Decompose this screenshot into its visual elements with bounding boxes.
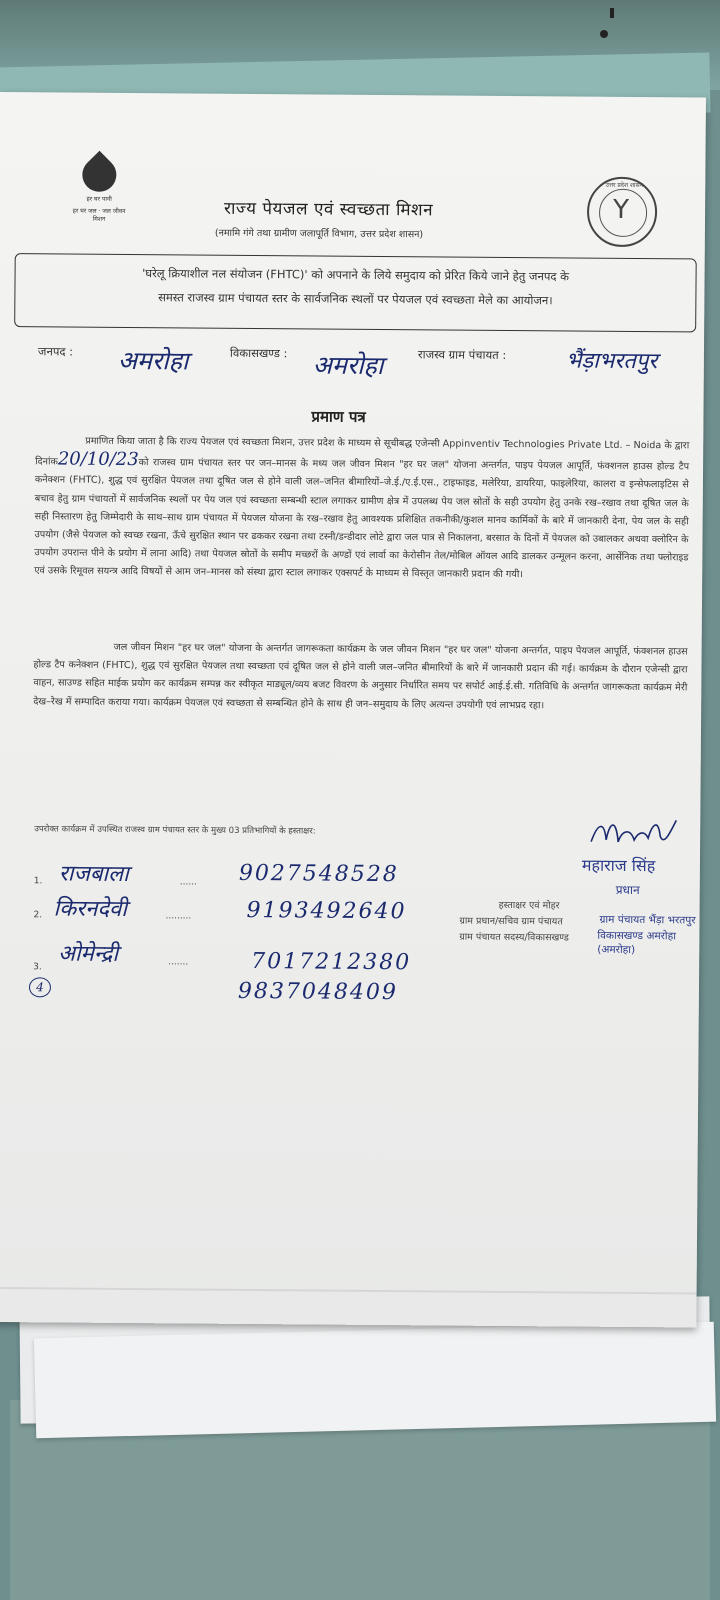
- participants-label: उपरोक्त कार्यक्रम में उपस्थित राजस्व ग्राम पंचायत स्तर के मुख्य 03 प्रतिभागियों के हस्ताक्षर:: [34, 824, 316, 837]
- certificate-paragraph-2: जल जीवन मिशन "हर घर जल" योजना के अन्तर्गत जागरूकता कार्यक्रम के जल जीवन मिशन "हर घर जल" योजना अन्तर्गत, पाइप पेयजल आपूर्ति, फंक्शनल हाउस होल्ड टैप कनेक्शन (FHTC), शुद्ध एवं सुरक्षित पेयजल तथा स्वच्छता एवं दूषित जल से होने वाली जल–जनित बीमारियों के बारे में जानकारी प्रदान की गई। कार्यक्रम के दौरान एजेन्सी द्वारा वाहन, साउण्ड सहित माईक प्रयोग कर कार्यक्रम सम्पन्न कर स्वीकृत माड्यूल/व्यय बजट विवरण के अनुसार निर्धारित समय पर सपोर्ट आई.ई.सी. गतिविधि के अन्तर्गत जागरूकता कार्यक्रम मेरी देख–रेख में सम्पादित कराया गया। कार्यक्रम पेयजल एवं स्वच्छता से सम्बन्धित होने के साथ ही जन–समुदाय के लिए अत्यन्त उपयोगी एवं लाभप्रद रहा।: [33, 641, 688, 711]
- signature-caption: ग्राम प्रधान/सचिव ग्राम पंचायत: [459, 915, 563, 928]
- block-label: विकासखण्ड :: [229, 345, 288, 361]
- certificate-page: [0, 92, 706, 1328]
- participant-name: ओमेन्द्री: [58, 941, 119, 967]
- mission-title: राज्य पेयजल एवं स्वच्छता मिशन: [224, 198, 434, 221]
- participant-number: 4: [29, 977, 51, 997]
- participant-name: किरनदेवी: [53, 896, 128, 923]
- banner-line: समस्त राजस्व ग्राम पंचायत स्तर के सार्वजनिक स्थलों पर पेयजल एवं स्वच्छता मेले का आयोजन।: [158, 290, 553, 308]
- certificate-paragraph-1: [34, 432, 689, 586]
- block-stamp: विकासखण्ड अमरोहा (अमरोहा): [597, 929, 677, 957]
- participant-name: राजबाला: [58, 861, 129, 888]
- department-subtitle: (नमामि गंगे तथा ग्रामीण जलापूर्ति विभाग, उत्तर प्रदेश शासन): [214, 227, 424, 241]
- background-spot: [610, 8, 614, 18]
- jal-jeevan-mission-logo: [69, 158, 130, 228]
- document-title: प्रमाण पत्र: [311, 407, 366, 426]
- gram-panchayat-label: राजस्व ग्राम पंचायत :: [417, 347, 507, 362]
- event-date: 20/10/23: [57, 448, 139, 471]
- emblem-symbol-icon: Y: [612, 194, 630, 225]
- pradhan-signature: [586, 812, 681, 858]
- participant-dots: .......: [168, 957, 189, 968]
- logo-text: हर घर जल · जल जीवन मिशन: [72, 207, 126, 223]
- signature-caption: ग्राम पंचायत सदस्य/विकासखण्ड: [459, 931, 569, 944]
- banner-line: 'घरेलू क्रियाशील नल संयोजन (FHTC)' को अपनाने के लिये समुदाय को प्रेरित किये जाने हेतु जनपद के: [142, 266, 570, 284]
- gram-panchayat-value: भैंड़ाभरतपुर: [565, 348, 658, 375]
- participant-dots: .........: [165, 911, 192, 922]
- participant-phone: 9027548528: [238, 860, 399, 888]
- signature-caption: हस्ताक्षर एवं मोहर: [498, 899, 560, 912]
- logo-text: हर घर पानी: [86, 195, 112, 203]
- pradhan-role-stamp: प्रधान: [615, 882, 640, 898]
- emblem-text: उत्तर प्रदेश शासन: [605, 181, 644, 190]
- participant-dots: ......: [179, 877, 198, 888]
- district-label: जनपद :: [37, 344, 74, 359]
- participant-phone: 7017212380: [251, 948, 412, 976]
- participant-number: 2.: [33, 910, 43, 921]
- paragraph-text: को राजस्व ग्राम पंचायत स्तर पर जन–मानस के मध्य जल जीवन मिशन "हर घर जल" योजना अन्तर्गत, पाइप पेयजल आपूर्ति, फंक्शनल हाउस होल्ड टैप कनेक्शन (FHTC), शुद्ध एवं सुरक्षित पेयजल तथा दूषित जल से होने वाली जल–जनित बीमारियों–जे.ई./ए.ई.एस., टाइफाइड, मलेरिया, डायरिया, फाइलेरिया, कालरा व इन्सेफलाइटिस से बचाव हेतु ग्राम पंचायतों में सार्वजनिक स्थलों पर पेय जल एवं स्वच्छता सम्बन्धी स्टाल लगाकर ग्रामीण क्षेत्र में उपलब्ध पेय जल स्रोतों के सही उपयोग हेतु उनके रख–रखाव तथा दूषित जल के सही निस्तारण हेतु जिम्मेदारी के साथ–साथ ग्राम पंचायत में पेयजल योजना के रख–रखाव हेतु आवश्यक प्रशिक्षित तकनीकी/कुशल मानव कार्मिकों के बारे में जानकारी देना, पेय जल के सही उपयोग (जैसे पेयजल को स्वच्छ रखना, ऊँचे सुरक्षित स्थान पर ढककर रखना तथा टस्नी/डन्डीदार लोटे द्वारा जल पात्र से निकालना, बरसात के दिनों में पेयजल को उबालकर अथवा क्लोरिन के उपयोग उपरान्त पीने के प्रयोग में लाना आदि) तथा पेयजल स्रोतों के समीप मच्छरों के अण्डों एवं लार्वा का केरोसीन तेल/मोबिल ऑयल आदि डालकर उन्मूलन करना, आर्सेनिक तथा फ्लोराइड एवं उसके रिमूवल सयन्त्र आदि विषयों से आम जन–मानस को संस्था द्वारा स्टाल लगाकर एक्सपर्ट के माध्यम से विस्तृत जानकारी प्रदान की गयी।: [34, 457, 690, 581]
- participant-phone: 9837048409: [237, 978, 399, 1006]
- background-spot: [600, 30, 608, 38]
- stacked-sheet: [34, 1322, 716, 1439]
- paragraph-text: प्रमाणित किया जाता है कि राज्य पेयजल एवं स्वच्छता मिशन, उत्तर प्रदेश के माध्यम से सूचीबद्ध एजेन्सी Appinventiv Technologies Private Ltd. – Noida के द्वारा दिनांक: [35, 435, 690, 468]
- pradhan-name-stamp: महाराज सिंह: [581, 855, 656, 876]
- block-value: अमरोहा: [312, 350, 384, 381]
- paper-fold: [0, 1287, 697, 1295]
- gram-panchayat-stamp: ग्राम पंचायत भैंड़ा भरतपुर: [599, 913, 696, 927]
- participant-number: 3.: [33, 962, 42, 973]
- water-drop-icon: [75, 151, 123, 199]
- up-government-emblem: [587, 177, 658, 248]
- participant-number: 1.: [33, 876, 43, 887]
- participant-phone: 9193492640: [246, 897, 407, 925]
- event-banner: [14, 253, 697, 332]
- district-value: अमरोहा: [117, 345, 189, 376]
